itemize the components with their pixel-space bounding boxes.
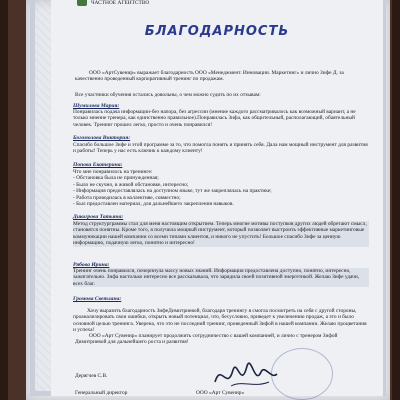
review-text: Хочу выразить благодарность ЗифеДимитриевой, благодаря тренингу я смогла посмотреть на себя с другой стороны, проанализировать свои ошибки, открыть новый потенциал, что, бесусловно, приведет к увеличению продаж, а это и было основной целью тренинга. Уверена, что это не последний тренинг, проведенный Зифой в нашей компании. Желаю процветания и успеха! — [73, 308, 367, 334]
review-author: Шумилова Мария: — [73, 103, 120, 109]
closing-paragraph: ООО «Арт Сувенир» планирует продолжить сотрудничество с вашей компанией, и лично с тренером Зифой Димитриевой для дальнейшего роста и развития! — [75, 333, 338, 346]
review-author: Попова Екатерина: — [73, 162, 123, 168]
review-author: Дикогрова Татьяна: — [73, 214, 124, 220]
document-title: БЛАГОДАРНОСТЬ — [144, 24, 290, 39]
review-text: Тренинг очень понравился, почерпнула массу новых знаний. Информация предоставлена доступно, понятно, интересно, зажигательно. Зифа настолько интересно все рассказывала, что зарядила своей позитивной энергетикой. Желаю Зифе удачи, всех благ. — [73, 268, 369, 287]
signatory-company: ООО «Арт Сувенир» — [196, 390, 245, 396]
review-text: Метод структурграммы стал для меня настоящим открытием. Теперь многие мотивы поступков других людей обретают смысл, становятся понятны. Кроме того, я получила мощный инструмент, который позволяет выстроить эффективные маркетинговые коммуникации нашей компании со всеми типами клиентов, и никого не упустить! Большое спасибо Зифе за ценную информацию, подачную легко, понятно и интересно! — [73, 221, 369, 247]
review-author: Рябова Ирина: — [73, 262, 110, 268]
signatory-role: Генеральный директор — [75, 390, 128, 396]
review-text: Спасибо большое Зифе и этой программе за то, что помогла понять и принять себя. Дала нам мощный инструмент для развития и работы! Теперь у нас есть ключик к каждому клиенту! — [73, 142, 368, 155]
company-logo — [77, 0, 87, 6]
all-satisfied-paragraph: Все участники обучения остались довольны, о чем можно судить по их отзывам: — [75, 92, 261, 98]
signatory-name: Дерягчев С.В. — [75, 373, 108, 379]
review-text: Понравилась подача информации-без напора, без агрессии (мнение каждого рассматривалось как возможный вариант, а не только мнение тренера, как единственно правильное).Понравилась Зифа, как общительный, располагающий, обаятельный человек. Тренинг прошел легко, просто и очень понравился! — [73, 109, 356, 128]
top-strip-text: ЧАСТНОЕ АГЕНТСТВО — [91, 0, 150, 6]
document-content — [51, 0, 383, 396]
review-author: Громова Светлана: — [73, 296, 122, 302]
decorative-border — [30, 0, 386, 396]
frame-inner — [8, 0, 392, 400]
review-text: Что мне понравилось на тренинге: - Обстановка была не принужденная; - Было не скучно, в живой обстановке, интересно; - Информация предоставлялась на доступном языке, тут же закреплялась на практике; - Работа проводилась в коллективе, совместно; - Был предоставлен материал, для дальнейшего закрепления навыков. — [73, 169, 272, 208]
certificate-sheet — [26, 0, 390, 400]
review-author: Богомолова Виктория: — [73, 135, 131, 141]
intro-paragraph: ООО «АртСувенир» выражает благодарность ООО «Менеджмент. Инновации. Маркетинг» и лично Зифе Д. за качественно проведенный корпоративный тренинг по продажам. — [75, 70, 344, 83]
